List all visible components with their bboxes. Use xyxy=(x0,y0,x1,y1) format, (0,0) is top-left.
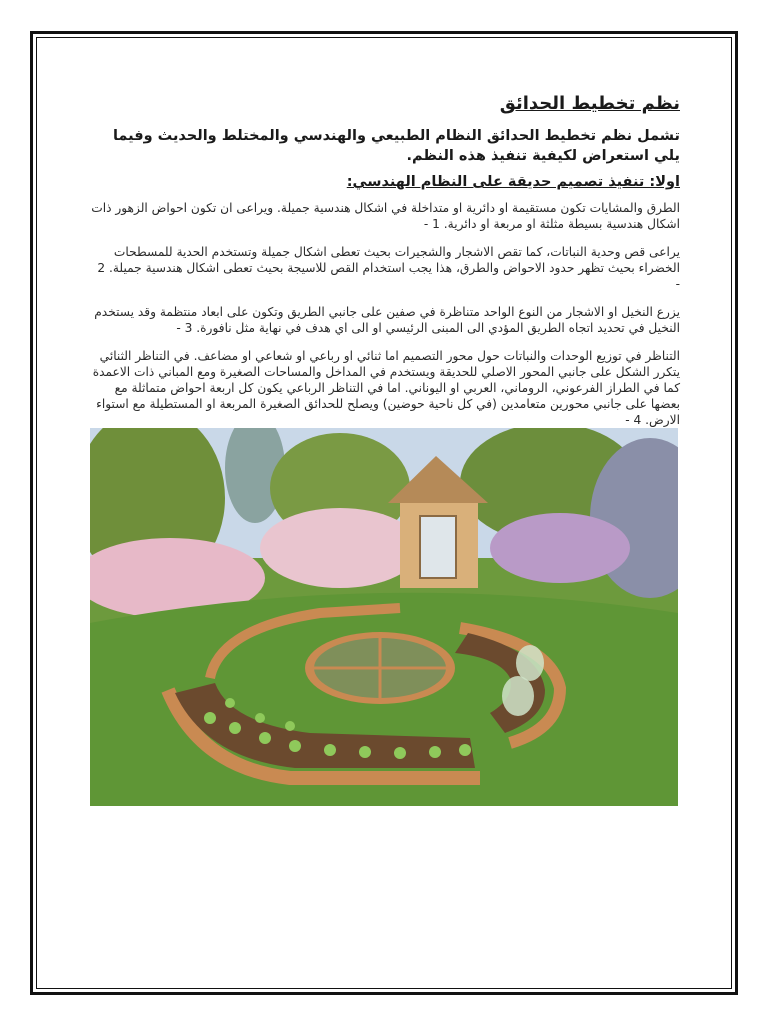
gazebo-door xyxy=(420,516,456,578)
list-item-number: 3 - xyxy=(176,321,193,335)
page-title: نظم تخطيط الحدائق xyxy=(499,93,680,114)
garden-cloche xyxy=(502,676,534,716)
garden-cloche xyxy=(516,645,544,681)
list-item xyxy=(90,348,680,428)
flower-bed xyxy=(490,513,630,583)
document-body xyxy=(90,92,680,440)
flower-bed xyxy=(260,508,420,588)
list-item-number: 2 - xyxy=(97,261,680,291)
garden-scene xyxy=(90,428,678,806)
list-item-text: يزرع النخيل او الاشجار من النوع الواحد متناظرة في صفين على جانبي الطريق وتكون على ابعاد منتظمة وقد يستخدم النخيل في تحديد اتجاه الطريق المؤدي الى المبنى الرئيسي او الى اي هدف في نهاية مثل نافورة. xyxy=(94,305,680,335)
list-item xyxy=(90,244,680,292)
list-item xyxy=(90,304,680,336)
intro-paragraph: تشمل نظم تخطيط الحدائق النظام الطبيعي والهندسي والمختلط والحديث وفيما يلي استعراض لكيفية تنفيذ هذه النظم. xyxy=(112,128,680,164)
list-item-text: الطرق والمشايات تكون مستقيمة او دائرية او متداخلة في اشكال هندسية جميلة. ويراعى ان تكون احواض الزهور ذات اشكال هندسية بسيطة مثلثة او مربعة او دائرية. xyxy=(91,201,680,231)
list-item-number: 4 - xyxy=(625,413,642,427)
list-item-text: التناظر في توزيع الوحدات والنباتات حول محور التصميم اما ثنائي او رباعي او شعاعي او مضاعف. في التناظر الثنائي يتكرر الشكل على جانبي المحور الاصلي للحديقة ويستخدم في المداخل والمساحات الصغيرة ومع المباني ذات الاعمدة كما في الطراز الفرعوني، الروماني، العربي او اليوناني. اما في التناظر الرباعي يكون كل اربعة احواض متماثلة مع بعضها على جانبي محورين متعامدين (في كل ناحية حوضين) ويصلح للحدائق الصغيرة المربعة او المستطيلة مع استواء الارض. xyxy=(92,349,680,427)
section-heading: اولا: تنفيذ تصميم حديقة على النظام الهندسي: xyxy=(346,174,680,190)
list-item xyxy=(90,200,680,232)
garden-illustration xyxy=(90,428,678,806)
list-item-text: يراعى قص وحدية النباتات، كما تقص الاشجار والشجيرات بحيث تعطى اشكال جميلة وتستخدم الحدية للمسطحات الخضراء بحيث تظهر حدود الاحواض والطرق، هذا يجب استخدام القص للاسيجة بحيث تعطى اشكال هندسية جميلة. xyxy=(109,245,680,275)
list-item-number: 1 - xyxy=(423,217,440,231)
